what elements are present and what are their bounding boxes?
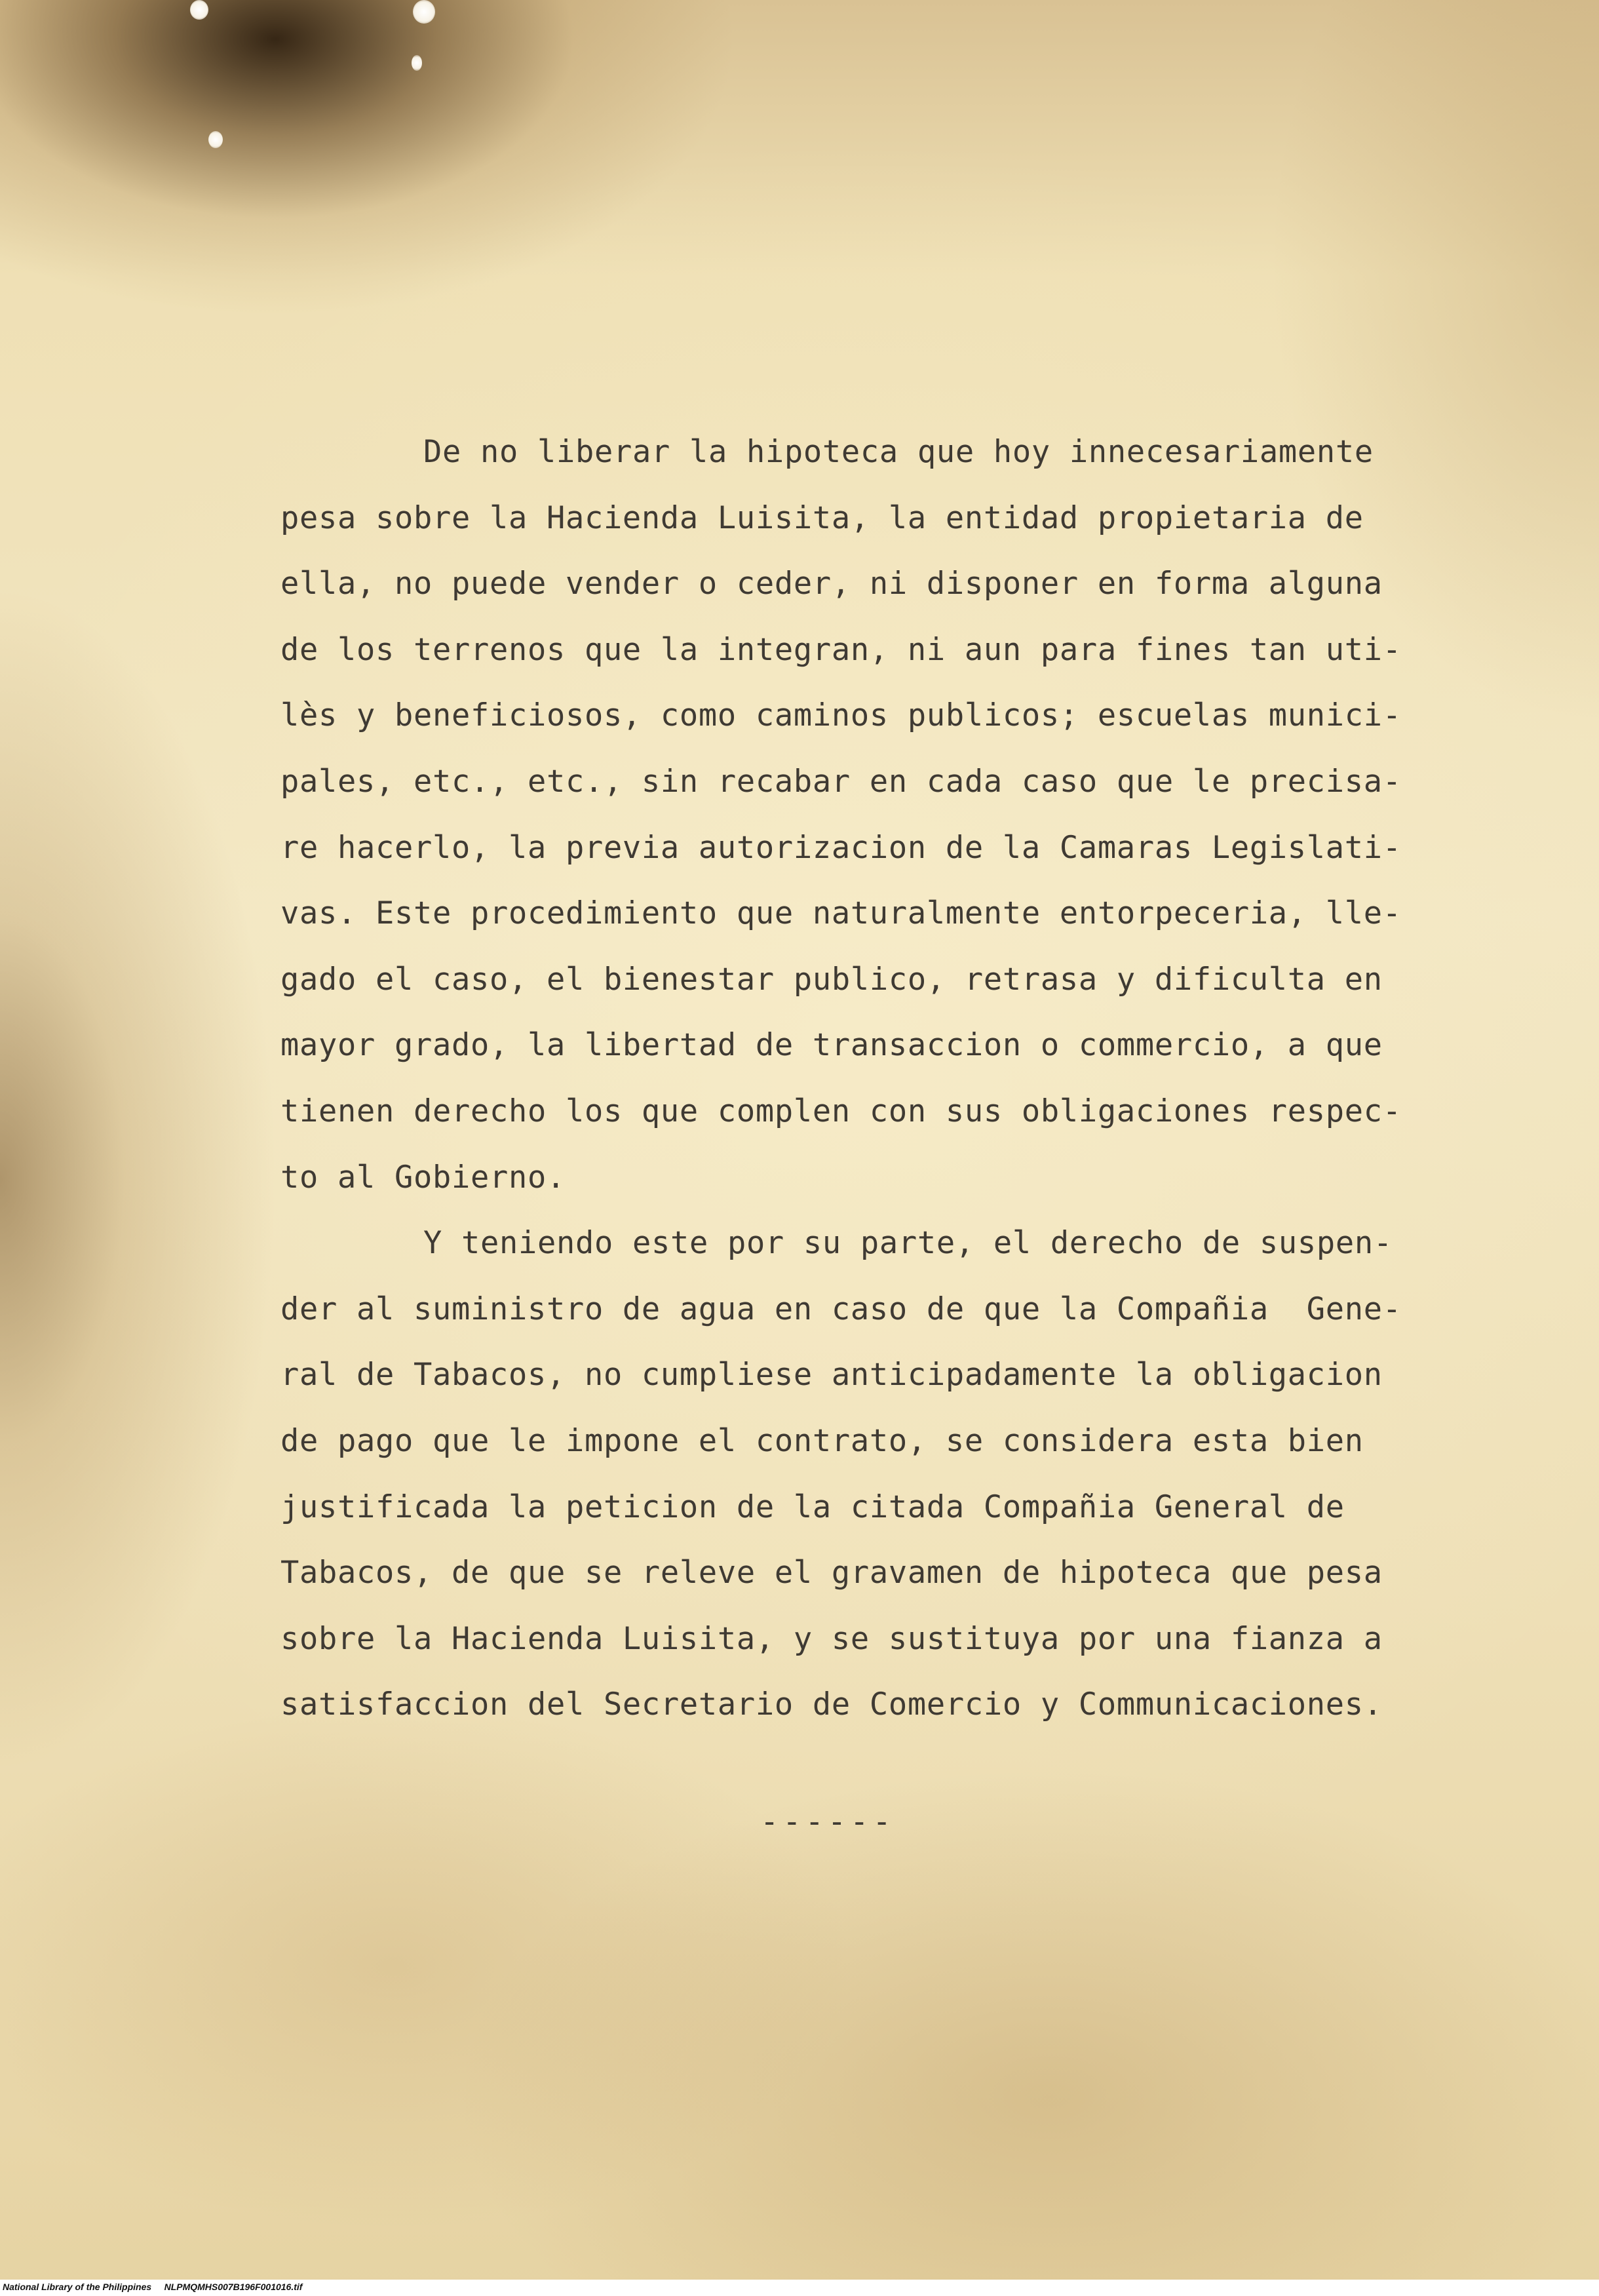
text-line: Y teniendo este por su parte, el derecho de suspen- (423, 1225, 1393, 1262)
text-line: der al suministro de agua en caso de que la Compañia Gene- (280, 1291, 1402, 1327)
text-line: De no liberar la hipoteca que hoy innecesariamente (423, 434, 1374, 470)
text-line: mayor grado, la libertad de transaccion o commercio, a que (280, 1027, 1383, 1064)
text-line: ella, no puede vender o ceder, ni disponer en forma alguna (280, 566, 1383, 602)
text-line: gado el caso, el bienestar publico, retrasa y dificulta en (280, 961, 1383, 998)
burn-hole-mark (413, 0, 435, 24)
text-line: de los terrenos que la integran, ni aun para fines tan uti- (280, 631, 1402, 668)
burn-hole-mark (190, 0, 208, 20)
text-line: pesa sobre la Hacienda Luisita, la entidad propietaria de (280, 499, 1364, 536)
section-separator: ------ (760, 1804, 895, 1840)
typed-text-body (280, 419, 1467, 1738)
archive-footer-label: National Library of the Philippines NLPMQMHS007B196F001016.tif (3, 2282, 303, 2292)
text-line: vas. Este procedimiento que naturalmente entorpeceria, lle- (280, 895, 1402, 932)
text-line: pales, etc., etc., sin recabar en cada caso que le precisa- (280, 763, 1402, 800)
text-line: de pago que le impone el contrato, se considera esta bien (280, 1422, 1364, 1459)
text-line: tienen derecho los que complen con sus obligaciones respec- (280, 1093, 1402, 1129)
text-line: satisfaccion del Secretario de Comercio y Communicaciones. (280, 1686, 1383, 1723)
text-line: Tabacos, de que se releve el gravamen de hipoteca que pesa (280, 1555, 1383, 1591)
text-line: to al Gobierno. (280, 1159, 566, 1196)
text-line: re hacerlo, la previa autorizacion de la Camaras Legislati- (280, 829, 1402, 866)
burn-hole-mark (412, 55, 422, 71)
text-line: sobre la Hacienda Luisita, y se sustituya por una fianza a (280, 1620, 1383, 1657)
text-line: justificada la peticion de la citada Compañia General de (280, 1489, 1345, 1525)
text-line: ral de Tabacos, no cumpliese anticipadamente la obligacion (280, 1357, 1383, 1393)
text-line: lès y beneficiosos, como caminos publicos; escuelas munici- (280, 697, 1402, 734)
burn-hole-mark (208, 131, 223, 148)
